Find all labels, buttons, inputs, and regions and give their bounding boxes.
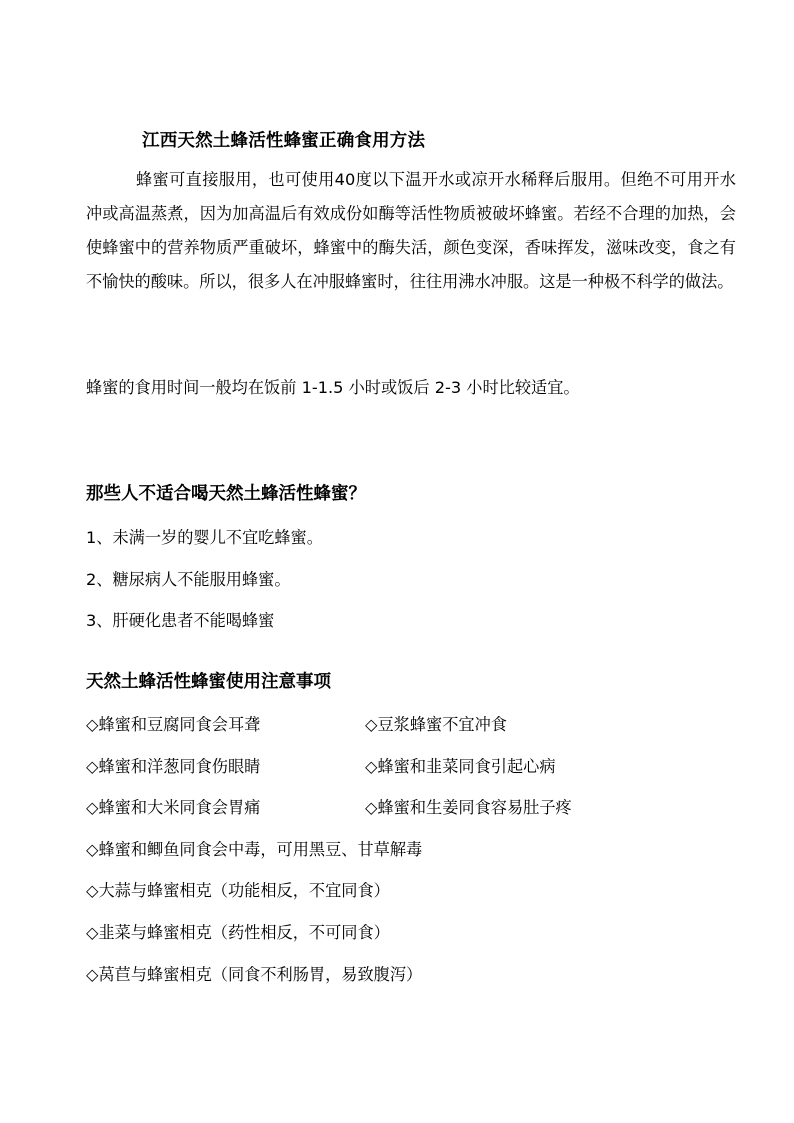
note-item: ◇蜂蜜和鲫鱼同食会中毒，可用黑豆、甘草解毒 <box>86 840 423 859</box>
list-item: 1、未满一岁的婴儿不宜吃蜂蜜。 <box>86 528 323 547</box>
list-item: 3、肝硬化患者不能喝蜂蜜 <box>86 611 275 630</box>
note-item: ◇蜂蜜和韭菜同食引起心病 <box>365 757 556 776</box>
section-heading-unsuitable-people: 那些人不适合喝天然土蜂活性蜂蜜？ <box>86 484 366 504</box>
intro-paragraph: 蜂蜜可直接服用，也可使用40度以下温开水或凉开水稀释后服用。但绝不可用开水冲或高温蒸煮，因为加高温后有效成份如酶等活性物质被破坏蜂蜜。若经不合理的加热，会使蜂蜜中的营养物质严重破坏，蜂蜜中的酶失活，颜色变深，香味挥发，滋味改变，食之有不愉快的酸味。所以，很多人在冲服蜂蜜时，往往用沸水冲服。这是一种极不科学的做法。 <box>86 170 736 291</box>
note-item: ◇蜂蜜和豆腐同食会耳聋 <box>86 715 261 734</box>
timing-paragraph: 蜂蜜的食用时间一般均在饭前 1-1.5 小时或饭后 2-3 小时比较适宜。 <box>86 378 580 397</box>
document-title: 江西天然土蜂活性蜂蜜正确食用方法 <box>142 131 426 151</box>
section-heading-usage-notes: 天然土蜂活性蜂蜜使用注意事项 <box>86 672 331 692</box>
note-item: ◇莴苣与蜂蜜相克（同食不利肠胃，易致腹泻） <box>86 965 423 984</box>
note-item: ◇蜂蜜和大米同食会胃痛 <box>86 798 261 817</box>
list-item: 2、糖尿病人不能服用蜂蜜。 <box>86 570 291 589</box>
note-item: ◇蜂蜜和生姜同食容易肚子疼 <box>365 798 572 817</box>
note-item: ◇蜂蜜和洋葱同食伤眼睛 <box>86 757 261 776</box>
note-item: ◇大蒜与蜂蜜相克（功能相反，不宜同食） <box>86 881 390 900</box>
note-item: ◇豆浆蜂蜜不宜冲食 <box>365 715 507 734</box>
note-item: ◇韭菜与蜂蜜相克（药性相反，不可同食） <box>86 923 390 942</box>
